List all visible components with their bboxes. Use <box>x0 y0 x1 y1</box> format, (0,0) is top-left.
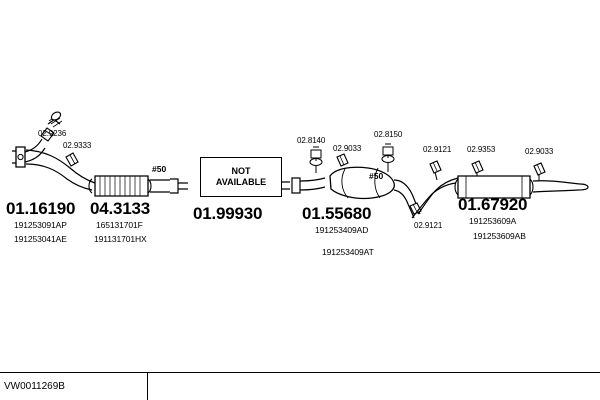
part-sub-center-silencer-1: 191253409AD <box>315 225 369 235</box>
fitting-label-clamp-4: 02.9121 <box>423 145 452 154</box>
part-sub-front-pipe-2: 191253041AE <box>14 234 67 244</box>
fitting-label-hanger-1: 02.8140 <box>297 136 326 145</box>
not-available-box <box>200 157 282 197</box>
part-title-center-silencer: 01.55680 <box>302 204 372 223</box>
fitting-label-clamp-7: 02.9121 <box>414 221 443 230</box>
part-title-rear-silencer: 01.67920 <box>458 195 528 214</box>
diagram-code: VW0011269B <box>4 381 65 392</box>
marker-50-right: #50 <box>369 171 384 181</box>
fitting-label-clamp-3: 02.9033 <box>333 144 362 153</box>
part-sub-center-silencer-2: 191253409AT <box>322 247 374 257</box>
footer-code-box <box>0 372 148 400</box>
part-title-catalytic-converter: 04.3133 <box>90 199 151 218</box>
fitting-label-clamp-1: 02.9236 <box>38 129 67 138</box>
part-sub-rear-silencer-1: 191253609A <box>469 216 517 226</box>
part-title-front-pipe: 01.16190 <box>6 199 76 218</box>
part-sub-front-pipe-1: 191253091AP <box>14 220 67 230</box>
marker-50-left: #50 <box>152 164 167 174</box>
part-sub-catalytic-converter-2: 191131701HX <box>94 234 147 244</box>
part-title-center-not-available: 01.99930 <box>193 204 263 223</box>
fitting-label-clamp-5: 02.9353 <box>467 145 496 154</box>
fitting-label-hanger-2: 02.8150 <box>374 130 403 139</box>
part-sub-catalytic-converter-1: 165131701F <box>96 220 143 230</box>
not-available-line1: NOT <box>231 165 251 176</box>
part-sub-rear-silencer-2: 191253609AB <box>473 231 526 241</box>
fitting-label-clamp-6: 02.9033 <box>525 147 554 156</box>
fitting-label-clamp-2: 02.9333 <box>63 141 92 150</box>
not-available-line2: AVAILABLE <box>215 177 267 187</box>
